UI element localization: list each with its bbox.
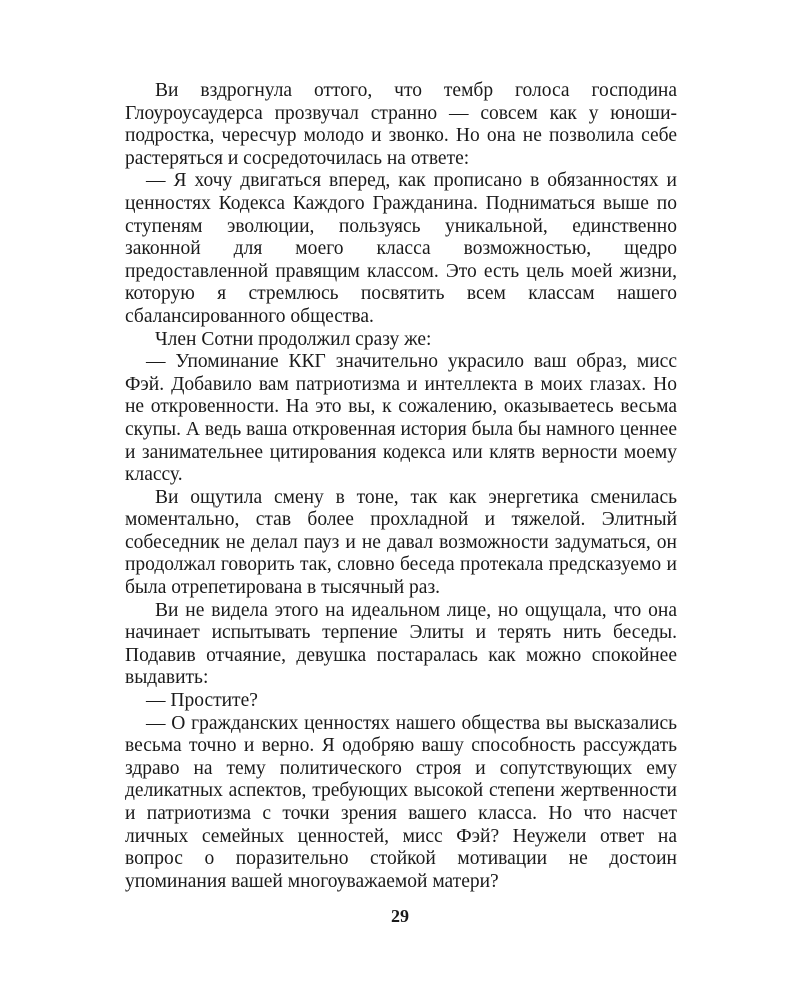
page-body: [125, 80, 677, 893]
paragraph-5: Ви ощутила смену в тоне, так как энергетика сменилась моментально, став более прохладной и тяжелой. Элитный собеседник не делал пауз и не давал возможности задуматься, он продолжал говорить так, словно беседа протекала предсказуемо и была отрепетирована в тысячный раз.: [125, 486, 677, 599]
paragraph-7: — Простите?: [146, 690, 258, 712]
paragraph-4: — Упоминание ККГ значительно украсило ваш образ, мисс Фэй. Добавило вам патриотизма и интеллекта в моих глазах. Но не откровенности. На это вы, к сожалению, оказываетесь весьма скупы. А ведь ваша откровенная история была бы намного ценнее и занимательнее цитирования кодекса или клятв верности моему классу.: [125, 351, 677, 486]
paragraph-3: Член Сотни продолжил сразу же:: [155, 328, 432, 350]
paragraph-8: — О гражданских ценностях нашего общества вы высказались весьма точно и верно. Я одобряю вашу способность рассуждать здраво на тему политического строя и сопутствующих ему деликатных аспектов, требующих высокой степени жертвенности и патриотизма с точки зрения вашего класса. Но что насчет личных семейных ценностей, мисс Фэй? Неужели ответ на вопрос о поразительно стойкой мотивации не достоин упоминания вашей многоуважаемой матери?: [125, 712, 677, 892]
paragraph-1: Ви вздрогнула оттого, что тембр голоса господина Глоуроусаудерса прозвучал странно — совсем как у юноши-подростка, чересчур молодо и звонко. Но она не позволила себе растеряться и сосредоточилась на ответе:: [125, 80, 677, 169]
paragraph-6: Ви не видела этого на идеальном лице, но ощущала, что она начинает испытывать терпение Элиты и терять нить беседы. Подавив отчаяние, девушка постаралась как можно спокойнее выдавить:: [125, 599, 677, 689]
page-number: 29: [391, 906, 409, 926]
paragraph-2: — Я хочу двигаться вперед, как прописано в обязанностях и ценностях Кодекса Каждого Гражданина. Подниматься выше по ступеням эволюции, пользуясь уникальной, единственно законной для моего класса возможностью, щедро предоставленной правящим классом. Это есть цель моей жизни, которую я стремлюсь посвятить всем классам нашего сбалансированного общества.: [125, 170, 677, 327]
